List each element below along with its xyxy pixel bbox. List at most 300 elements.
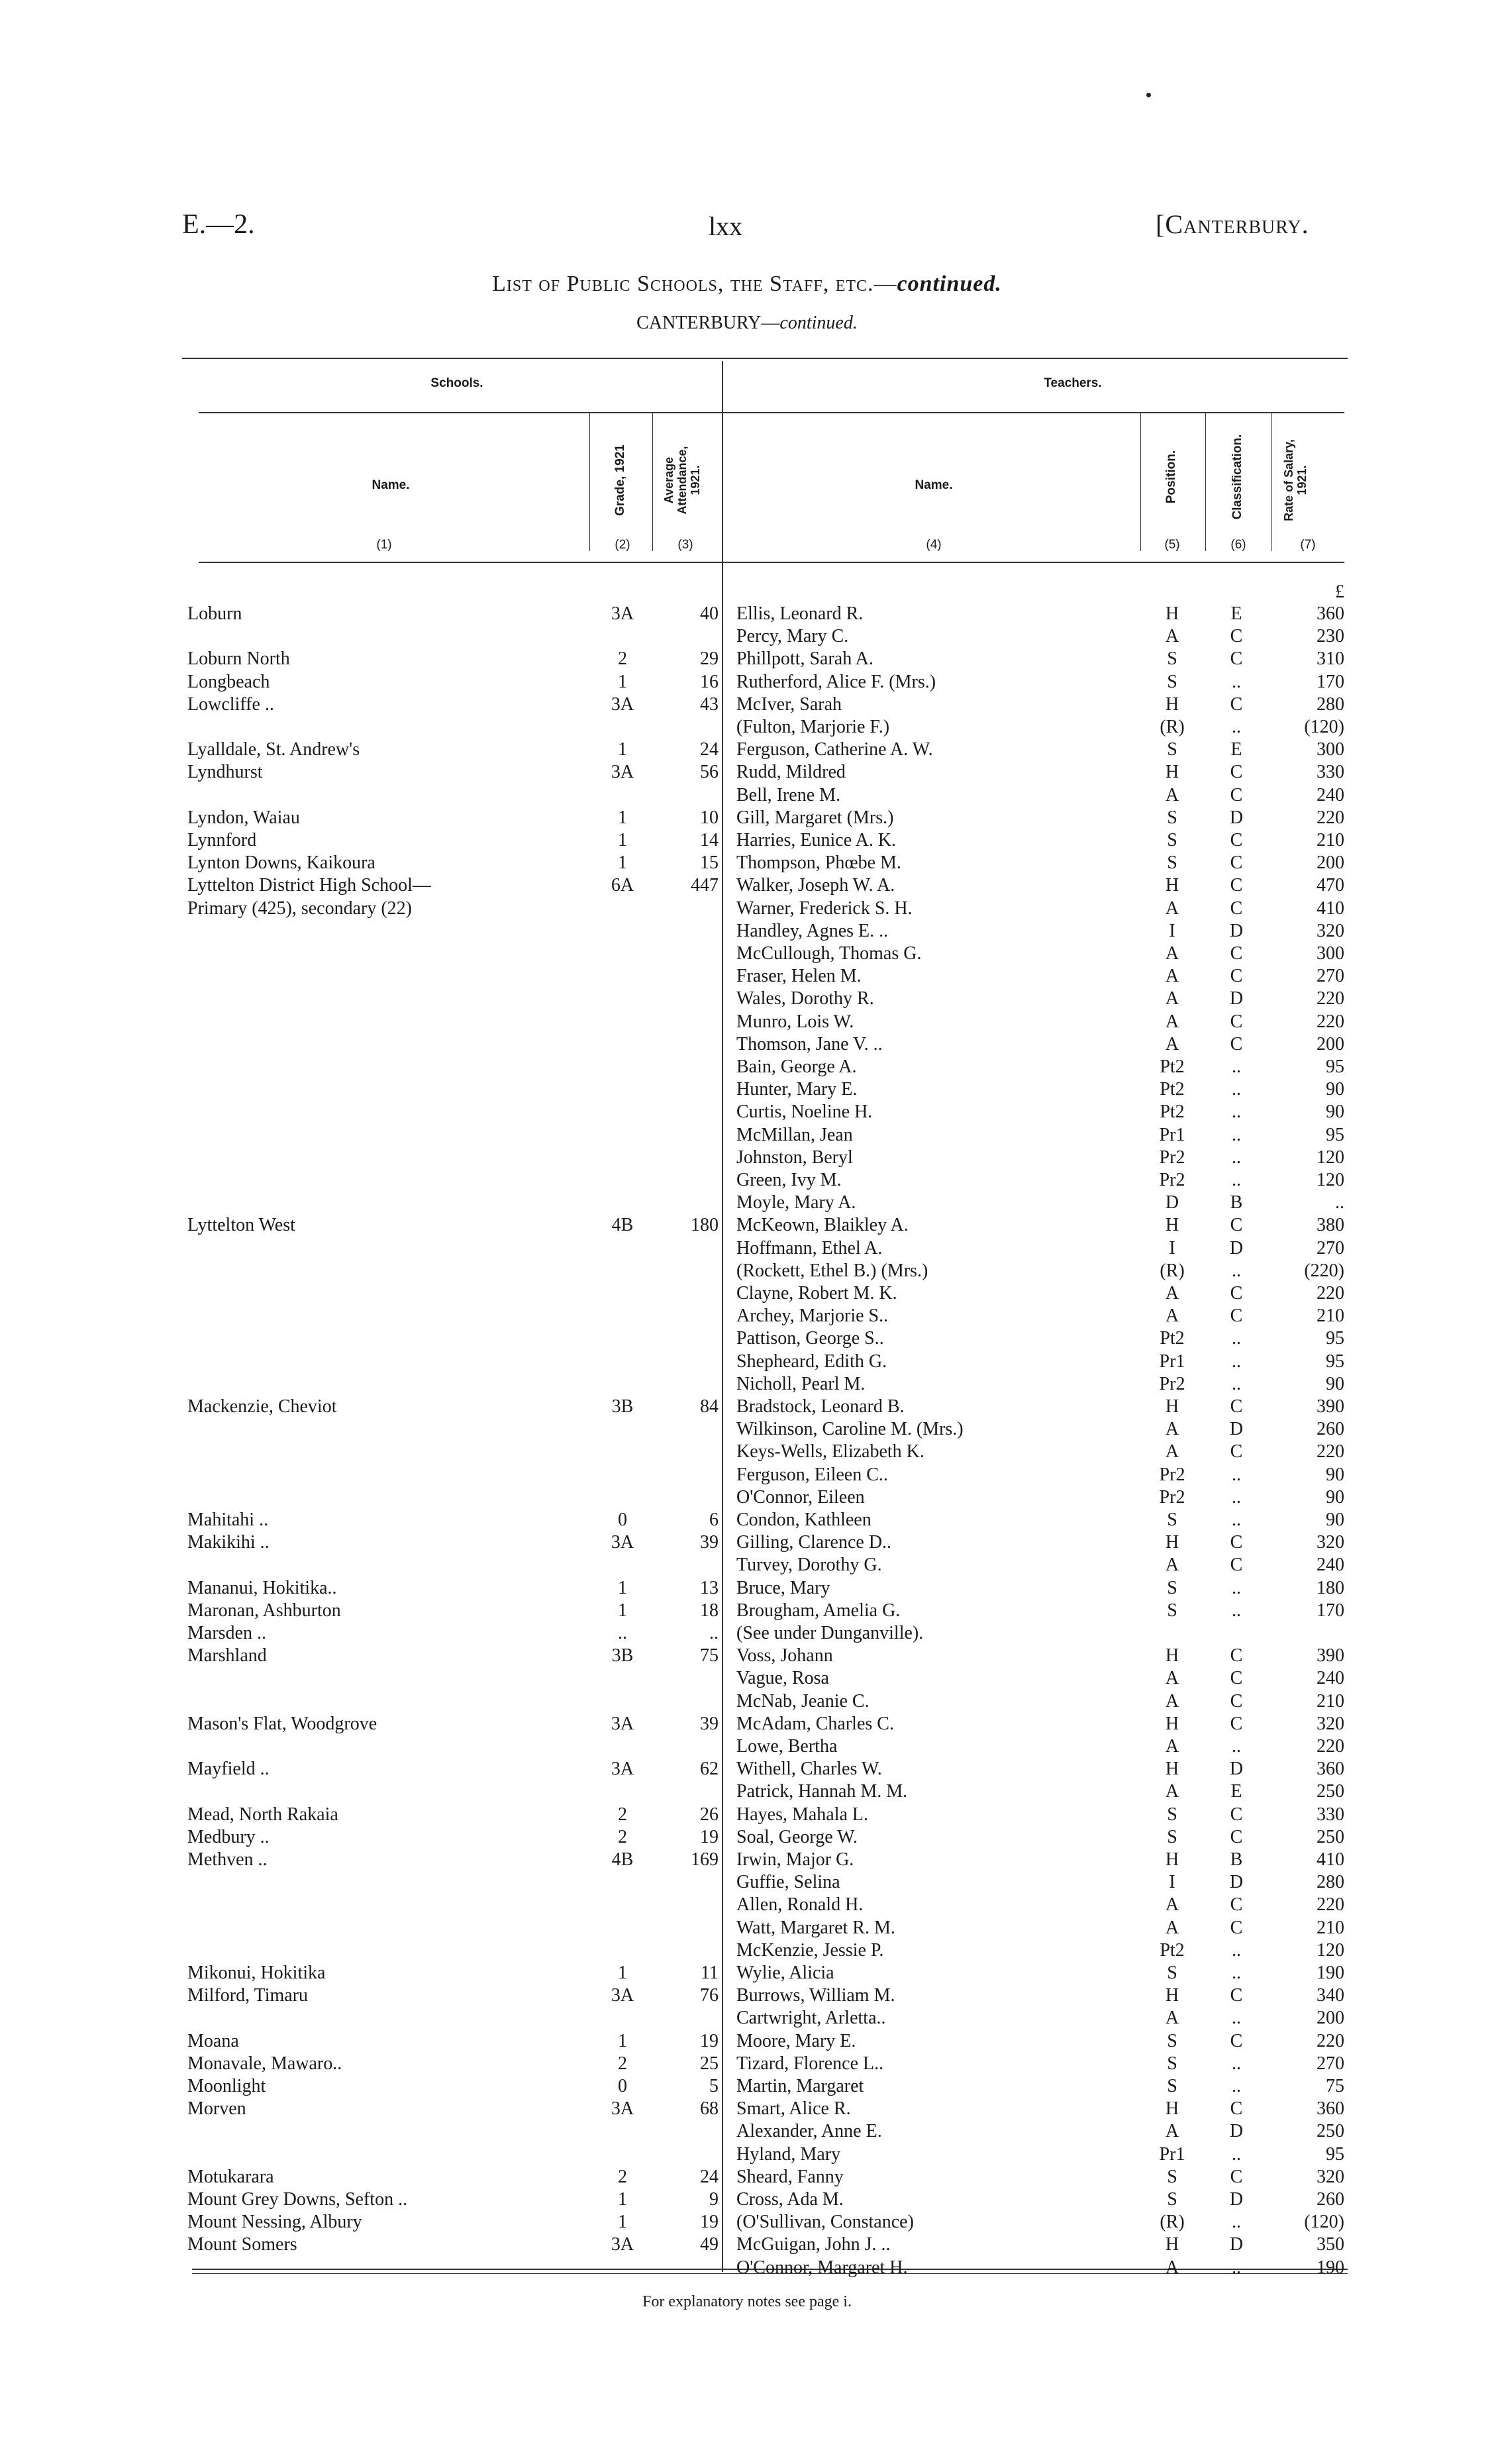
average-attendance: 24 xyxy=(700,739,719,760)
classification: C xyxy=(1230,2098,1243,2120)
position: Pr2 xyxy=(1159,1373,1185,1394)
salary: 180 xyxy=(1317,1577,1344,1598)
classification: D xyxy=(1229,807,1244,828)
classification: C xyxy=(1230,830,1243,850)
table-row xyxy=(0,988,1494,1010)
average-attendance: 25 xyxy=(700,2053,719,2074)
position: D xyxy=(1165,1192,1179,1213)
salary: 240 xyxy=(1317,1555,1344,1576)
grade: 1 xyxy=(618,1600,627,1621)
position: H xyxy=(1165,1985,1179,2006)
classification: D xyxy=(1229,2234,1244,2255)
table-row xyxy=(0,1441,1494,1463)
teacher-name: (Rockett, Ethel B.) (Mrs.) xyxy=(736,1260,928,1281)
col-number-4: (4) xyxy=(926,538,942,552)
classification: C xyxy=(1230,1668,1243,1689)
grade: 0 xyxy=(618,1510,627,1530)
salary: 190 xyxy=(1317,1963,1344,1983)
classification: .. xyxy=(1232,1328,1241,1349)
grade: 1 xyxy=(618,1963,627,1983)
position: S xyxy=(1167,1804,1177,1825)
salary: 90 xyxy=(1326,1079,1344,1100)
rule-col2 xyxy=(589,412,590,551)
average-attendance: 29 xyxy=(700,648,719,670)
teacher-name: Percy, Mary C. xyxy=(736,626,849,647)
position: Pt2 xyxy=(1160,1939,1185,1961)
grade: 1 xyxy=(618,807,627,828)
grade: 1 xyxy=(618,2212,627,2233)
school-name: Methven .. xyxy=(187,1849,268,1870)
grade: 3A xyxy=(611,603,634,624)
position: Pr1 xyxy=(1159,1124,1185,1145)
table-row xyxy=(0,1690,1494,1713)
table-row xyxy=(0,943,1494,965)
teacher-name: Thomson, Jane V. .. xyxy=(736,1033,883,1054)
position: A xyxy=(1165,626,1179,647)
col-number-2: (2) xyxy=(615,538,630,552)
average-attendance: 40 xyxy=(700,603,719,624)
table-row xyxy=(0,1214,1494,1237)
teacher-name: Green, Ivy M. xyxy=(736,1170,842,1190)
classification: E xyxy=(1230,603,1242,624)
classification: .. xyxy=(1232,2008,1241,2029)
classification: C xyxy=(1230,852,1243,874)
teacher-name: Watt, Margaret R. M. xyxy=(736,1917,895,1938)
page-header-region: [Canterbury. xyxy=(1156,209,1309,239)
position: A xyxy=(1165,1917,1179,1938)
position: Pt2 xyxy=(1160,1079,1185,1100)
grade: 2 xyxy=(618,1804,627,1825)
teacher-name: Clayne, Robert M. K. xyxy=(736,1283,897,1304)
salary: (120) xyxy=(1304,2212,1344,2233)
salary: 350 xyxy=(1317,2234,1344,2255)
teacher-name: Turvey, Dorothy G. xyxy=(736,1555,882,1576)
header-teacher-name: Name. xyxy=(915,478,953,492)
table-row xyxy=(0,1531,1494,1554)
classification: .. xyxy=(1232,1102,1241,1123)
salary: 270 xyxy=(1317,2053,1344,2074)
classification: .. xyxy=(1232,1170,1241,1190)
position: A xyxy=(1165,1306,1179,1327)
position: Pt2 xyxy=(1160,1328,1185,1349)
teacher-name: Moyle, Mary A. xyxy=(736,1192,856,1213)
teacher-name: Guffie, Selina xyxy=(736,1872,840,1893)
table-row xyxy=(0,1577,1494,1600)
table-row xyxy=(0,852,1494,874)
position: I xyxy=(1169,1872,1175,1893)
classification: .. xyxy=(1232,1963,1241,1983)
table-row xyxy=(0,1101,1494,1123)
classification: .. xyxy=(1232,1373,1241,1394)
salary: 95 xyxy=(1326,1124,1344,1145)
teacher-name: Bell, Irene M. xyxy=(736,784,841,805)
position: A xyxy=(1165,1690,1179,1712)
position: H xyxy=(1165,762,1179,783)
teacher-name: Bruce, Mary xyxy=(736,1577,830,1598)
table-row xyxy=(0,965,1494,988)
teacher-name: Gilling, Clarence D.. xyxy=(736,1532,892,1553)
teacher-name: Tizard, Florence L.. xyxy=(736,2053,884,2074)
position: A xyxy=(1165,898,1179,919)
average-attendance: 84 xyxy=(700,1396,719,1417)
school-name: Mead, North Rakaia xyxy=(187,1804,338,1825)
school-name: Mount Nessing, Albury xyxy=(187,2212,362,2233)
grade: 3A xyxy=(611,2234,634,2255)
grade: 3A xyxy=(611,1759,634,1780)
school-name: Maronan, Ashburton xyxy=(187,1600,341,1621)
classification: C xyxy=(1230,1011,1243,1032)
teacher-name: Irwin, Major G. xyxy=(736,1849,854,1870)
grade: 6A xyxy=(611,875,634,896)
position: A xyxy=(1165,2008,1179,2029)
teacher-name: Voss, Johann xyxy=(736,1645,833,1667)
salary: 280 xyxy=(1317,693,1344,715)
classification: B xyxy=(1230,1849,1243,1870)
classification: C xyxy=(1230,648,1243,670)
teacher-name: Cross, Ada M. xyxy=(736,2189,844,2210)
salary: 220 xyxy=(1317,1736,1344,1757)
header-attendance: Average Attendance, 1921. xyxy=(662,446,702,515)
classification: C xyxy=(1230,1283,1243,1304)
rule-header-bottom xyxy=(199,562,1344,563)
salary: 250 xyxy=(1317,2121,1344,2142)
salary: 320 xyxy=(1317,1532,1344,1553)
table-row xyxy=(0,1622,1494,1645)
teacher-name: Keys-Wells, Elizabeth K. xyxy=(736,1441,924,1463)
salary: 90 xyxy=(1326,1486,1344,1508)
table-row xyxy=(0,1667,1494,1690)
teacher-name: Ferguson, Eileen C.. xyxy=(736,1464,888,1485)
teacher-name: Gill, Margaret (Mrs.) xyxy=(736,807,894,828)
salary: .. xyxy=(1335,1192,1344,1213)
classification: D xyxy=(1229,920,1244,941)
classification: C xyxy=(1230,1033,1243,1054)
salary: 200 xyxy=(1317,1033,1344,1054)
position: Pt2 xyxy=(1160,1056,1185,1077)
table-row xyxy=(0,1351,1494,1373)
classification: C xyxy=(1230,1532,1243,1553)
table-subtitle: CANTERBURY—continued. xyxy=(636,313,858,333)
salary: 120 xyxy=(1317,1170,1344,1190)
salary: 210 xyxy=(1317,830,1344,850)
classification: D xyxy=(1229,1872,1244,1893)
teacher-name: Hoffmann, Ethel A. xyxy=(736,1237,883,1258)
classification: .. xyxy=(1232,2212,1241,2233)
average-attendance: 76 xyxy=(700,1985,719,2006)
header-school-name: Name. xyxy=(372,478,410,492)
position: (R) xyxy=(1160,2212,1185,2233)
position: S xyxy=(1167,648,1177,670)
grade: 3A xyxy=(611,762,634,783)
table-row xyxy=(0,1871,1494,1894)
school-name: Mananui, Hokitika.. xyxy=(187,1577,337,1598)
school-name: Motukarara xyxy=(187,2166,274,2187)
table-row xyxy=(0,1373,1494,1396)
table-row xyxy=(0,1033,1494,1056)
teacher-name: Moore, Mary E. xyxy=(736,2030,856,2051)
salary: (220) xyxy=(1304,1260,1344,1281)
teacher-name: Thompson, Phœbe M. xyxy=(736,852,901,874)
average-attendance: 10 xyxy=(700,807,719,828)
grade: 1 xyxy=(618,671,627,692)
classification: C xyxy=(1230,1690,1243,1712)
school-name: Loburn xyxy=(187,603,242,624)
salary: 190 xyxy=(1317,2257,1344,2278)
grade: .. xyxy=(618,1623,627,1643)
position: H xyxy=(1165,1645,1179,1667)
rule-col6 xyxy=(1205,412,1206,551)
position: S xyxy=(1167,2076,1177,2096)
teacher-name: O'Connor, Margaret H. xyxy=(736,2257,908,2278)
average-attendance: 15 xyxy=(700,852,719,874)
average-attendance: 13 xyxy=(700,1577,719,1598)
teacher-name: Withell, Charles W. xyxy=(736,1759,882,1780)
table-row xyxy=(0,625,1494,648)
position: H xyxy=(1165,1849,1179,1870)
position: A xyxy=(1165,1419,1179,1440)
school-name: Lyttelton West xyxy=(187,1215,295,1236)
teacher-name: McNab, Jeanie C. xyxy=(736,1690,870,1712)
position: S xyxy=(1167,1963,1177,1983)
grade: 3A xyxy=(611,693,634,715)
page-number: lxx xyxy=(709,211,743,241)
grade: 3A xyxy=(611,1532,634,1553)
salary: 220 xyxy=(1317,1283,1344,1304)
classification: .. xyxy=(1232,1939,1241,1961)
grade: 2 xyxy=(618,1826,627,1847)
salary: 210 xyxy=(1317,1306,1344,1327)
grade: 2 xyxy=(618,648,627,670)
classification: C xyxy=(1230,762,1243,783)
salary: 410 xyxy=(1317,1849,1344,1870)
position: S xyxy=(1167,2166,1177,2187)
position: A xyxy=(1165,1781,1179,1802)
teacher-name: Soal, George W. xyxy=(736,1826,858,1847)
footer-note: For explanatory notes see page i. xyxy=(642,2293,852,2310)
position: Pr2 xyxy=(1159,1486,1185,1508)
table-row xyxy=(0,716,1494,739)
teacher-name: Warner, Frederick S. H. xyxy=(736,898,913,919)
average-attendance: 6 xyxy=(709,1510,719,1530)
teacher-name: Martin, Margaret xyxy=(736,2076,864,2096)
table-row xyxy=(0,1011,1494,1033)
classification: C xyxy=(1230,1985,1243,2006)
teacher-name: Munro, Lois W. xyxy=(736,1011,854,1032)
position: S xyxy=(1167,739,1177,760)
position: A xyxy=(1165,1555,1179,1576)
school-name: Lynton Downs, Kaikoura xyxy=(187,852,375,874)
salary: 90 xyxy=(1326,1510,1344,1530)
salary: 330 xyxy=(1317,762,1344,783)
school-name: Mount Grey Downs, Sefton .. xyxy=(187,2189,408,2210)
rule-group xyxy=(199,412,1344,413)
table-row xyxy=(0,1962,1494,1984)
teacher-name: Lowe, Bertha xyxy=(736,1736,838,1757)
salary: 220 xyxy=(1317,1894,1344,1916)
classification: .. xyxy=(1232,1147,1241,1168)
col-number-1: (1) xyxy=(376,538,392,552)
teacher-name: Curtis, Noeline H. xyxy=(736,1102,873,1123)
classification: C xyxy=(1230,1826,1243,1847)
table-row xyxy=(0,1396,1494,1418)
table-row xyxy=(0,1305,1494,1327)
classification: .. xyxy=(1232,1056,1241,1077)
teacher-name: Rudd, Mildred xyxy=(736,762,846,783)
teacher-name: Rutherford, Alice F. (Mrs.) xyxy=(736,671,936,692)
position: A xyxy=(1165,988,1179,1009)
classification: C xyxy=(1230,966,1243,987)
position: A xyxy=(1165,1283,1179,1304)
teacher-name: (Fulton, Marjorie F.) xyxy=(736,717,890,737)
position: A xyxy=(1165,966,1179,987)
rule-col3 xyxy=(652,412,653,551)
grade: 3B xyxy=(611,1396,634,1417)
position: (R) xyxy=(1160,1260,1185,1281)
table-row xyxy=(0,2211,1494,2233)
position: S xyxy=(1167,807,1177,828)
teacher-name: Wales, Dorothy R. xyxy=(736,988,874,1009)
classification: D xyxy=(1229,988,1244,1009)
classification: .. xyxy=(1232,2143,1241,2165)
average-attendance: 16 xyxy=(700,671,719,692)
teacher-name: Smart, Alice R. xyxy=(736,2098,851,2120)
average-attendance: 39 xyxy=(700,1713,719,1734)
salary: 250 xyxy=(1317,1826,1344,1847)
grade: 1 xyxy=(618,2189,627,2210)
classification: .. xyxy=(1232,1124,1241,1145)
position: S xyxy=(1167,830,1177,850)
classification: .. xyxy=(1232,2257,1241,2278)
teacher-name: Hyland, Mary xyxy=(736,2143,841,2165)
table-row xyxy=(0,739,1494,761)
grade: 1 xyxy=(618,852,627,874)
grade: 2 xyxy=(618,2166,627,2187)
teacher-name: Patrick, Hannah M. M. xyxy=(736,1781,908,1802)
position: H xyxy=(1165,1759,1179,1780)
school-name: Medbury .. xyxy=(187,1826,270,1847)
table-row xyxy=(0,829,1494,852)
classification: C xyxy=(1230,1894,1243,1916)
teacher-name: McKenzie, Jessie P. xyxy=(736,1939,884,1961)
position: S xyxy=(1167,2030,1177,2051)
average-attendance: 19 xyxy=(700,2030,719,2051)
classification: C xyxy=(1230,1713,1243,1734)
table-row xyxy=(0,1147,1494,1169)
school-name: Mayfield .. xyxy=(187,1759,270,1780)
position: H xyxy=(1165,875,1179,896)
salary: 300 xyxy=(1317,739,1344,760)
school-name: Lynnford xyxy=(187,830,257,850)
col-number-3: (3) xyxy=(677,538,693,552)
school-name: Lyndon, Waiau xyxy=(187,807,300,828)
classification: D xyxy=(1229,1759,1244,1780)
salary: (120) xyxy=(1304,717,1344,737)
average-attendance: 24 xyxy=(700,2166,719,2187)
grade: 4B xyxy=(611,1215,634,1236)
school-name: Morven xyxy=(187,2098,246,2120)
school-name: Primary (425), secondary (22) xyxy=(187,898,413,919)
teacher-name: Archey, Marjorie S.. xyxy=(736,1306,889,1327)
position: A xyxy=(1165,1033,1179,1054)
header-teachers: Teachers. xyxy=(1044,376,1102,390)
grade: 4B xyxy=(611,1849,634,1870)
average-attendance: 11 xyxy=(701,1963,719,1983)
salary: 410 xyxy=(1317,898,1344,919)
col-number-6: (6) xyxy=(1230,538,1246,552)
average-attendance: 39 xyxy=(700,1532,719,1553)
school-name: Loburn North xyxy=(187,648,290,670)
salary: 390 xyxy=(1317,1645,1344,1667)
classification: .. xyxy=(1232,1079,1241,1100)
teacher-name: Alexander, Anne E. xyxy=(736,2121,882,2142)
table-row xyxy=(0,898,1494,920)
position: H xyxy=(1165,2234,1179,2255)
rule-col5 xyxy=(1140,412,1141,551)
table-row xyxy=(0,1939,1494,1962)
teacher-name: (O'Sullivan, Constance) xyxy=(736,2212,914,2233)
table-row xyxy=(0,1237,1494,1260)
table-row xyxy=(0,1486,1494,1509)
table-row xyxy=(0,648,1494,670)
salary: 280 xyxy=(1317,1872,1344,1893)
position: S xyxy=(1167,2189,1177,2210)
classification: C xyxy=(1230,1306,1243,1327)
header-grade: Grade, 1921 xyxy=(613,444,627,516)
classification: D xyxy=(1229,2121,1244,2142)
salary: 200 xyxy=(1317,2008,1344,2029)
table-row xyxy=(0,1917,1494,1939)
table-row xyxy=(0,874,1494,897)
table-row xyxy=(0,2098,1494,2120)
position: H xyxy=(1165,2098,1179,2120)
school-name: Marsden .. xyxy=(187,1623,266,1643)
classification: C xyxy=(1230,2166,1243,2187)
teacher-name: McMillan, Jean xyxy=(736,1124,853,1145)
school-name: Mahitahi .. xyxy=(187,1510,269,1530)
print-speck xyxy=(1146,93,1151,97)
classification: .. xyxy=(1232,2053,1241,2074)
classification: E xyxy=(1230,1781,1242,1802)
classification: C xyxy=(1230,1804,1243,1825)
salary: 90 xyxy=(1326,1464,1344,1485)
salary: 320 xyxy=(1317,2166,1344,2187)
teacher-name: Hunter, Mary E. xyxy=(736,1079,858,1100)
teacher-name: Vague, Rosa xyxy=(736,1668,829,1689)
classification: C xyxy=(1230,1917,1243,1938)
table-row xyxy=(0,1169,1494,1192)
table-row xyxy=(0,2257,1494,2279)
average-attendance: 62 xyxy=(700,1759,719,1780)
classification: .. xyxy=(1232,2076,1241,2096)
position: S xyxy=(1167,1826,1177,1847)
salary: 310 xyxy=(1317,648,1344,670)
average-attendance: 447 xyxy=(691,875,719,896)
position: S xyxy=(1167,1510,1177,1530)
classification: .. xyxy=(1232,671,1241,692)
school-name: Longbeach xyxy=(187,671,270,692)
salary: 320 xyxy=(1317,1713,1344,1734)
average-attendance: 180 xyxy=(691,1215,719,1236)
school-name: Milford, Timaru xyxy=(187,1985,309,2006)
salary: 200 xyxy=(1317,852,1344,874)
grade: 3A xyxy=(611,1713,634,1734)
teacher-name: Ellis, Leonard R. xyxy=(736,603,864,624)
classification: .. xyxy=(1232,1600,1241,1621)
position: A xyxy=(1165,2257,1179,2278)
teacher-name: McCullough, Thomas G. xyxy=(736,943,922,964)
classification: .. xyxy=(1232,1486,1241,1508)
salary: 260 xyxy=(1317,2189,1344,2210)
